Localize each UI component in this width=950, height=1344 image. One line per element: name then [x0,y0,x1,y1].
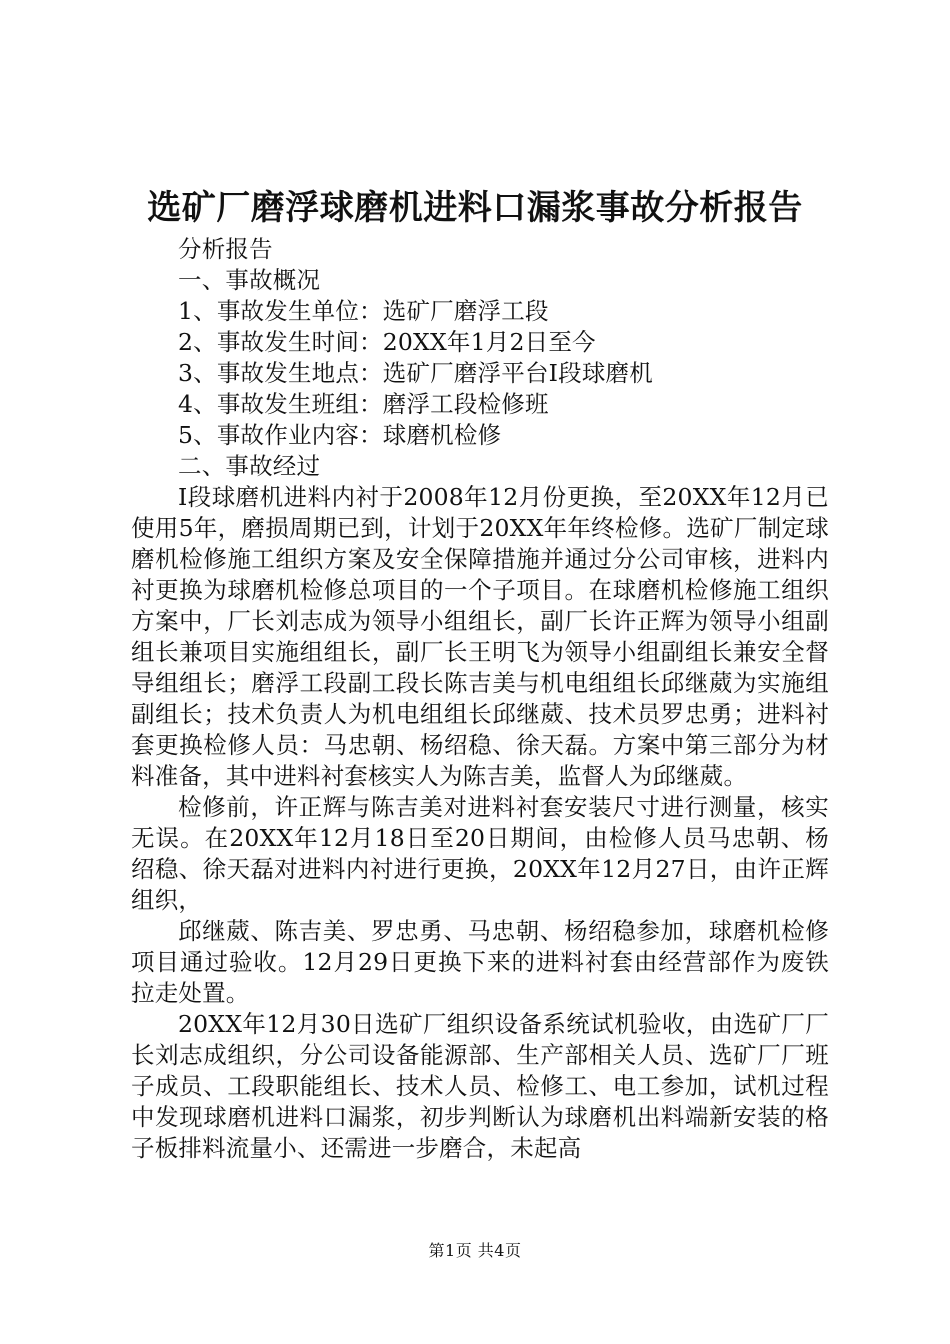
document-title: 选矿厂磨浮球磨机进料口漏浆事故分析报告 [147,188,803,228]
section-heading-process: 二、事故经过 [178,452,321,480]
overview-item-team: 4、事故发生班组：磨浮工段检修班 [178,390,549,418]
section-label: 分析报告 [178,235,273,263]
section-heading-overview: 一、事故概况 [178,266,321,294]
paragraph-background: Ⅰ段球磨机进料内衬于2008年12月份更换，至20XX年12月已使用5年，磨损周期已到，计划于20XX年年终检修。选矿厂制定球磨机检修施工组织方案及安全保障措施并通过分公司审核，进料内衬更换为球磨机检修总项目的一个子项目。在球磨机检修施工组织方案中，厂长刘志成为领导小组组长，副厂长许正辉为领导小组副组长兼项目实施组组长，副厂长王明飞为领导小组副组长兼安全督导组组长；磨浮工段副工段长陈吉美与机电组组长邱继葳为实施组副组长；技术负责人为机电组组长邱继葳、技术员罗忠勇；进料衬套更换检修人员：马忠朝、杨绍稳、徐天磊。方案中第三部分为材料准备，其中进料衬套核实人为陈吉美，监督人为邱继葳。 [131,483,829,790]
paragraph-acceptance: 邱继葳、陈吉美、罗忠勇、马忠朝、杨绍稳参加，球磨机检修项目通过验收。12月29日更换下来的进料衬套由经营部作为废铁拉走处置。 [131,917,829,1007]
overview-item-task: 5、事故作业内容：球磨机检修 [178,421,502,449]
paragraph-replacement: 检修前，许正辉与陈吉美对进料衬套安装尺寸进行测量，核实无误。在20XX年12月18日至20日期间，由检修人员马忠朝、杨绍稳、徐天磊对进料内衬进行更换，20XX年12月27日，由许正辉组织， [131,793,829,914]
document-body [131,234,829,1164]
page-footer: 第1页 共4页 [428,1241,522,1260]
overview-item-time: 2、事故发生时间：20XX年1月2日至今 [178,328,596,356]
overview-item-location: 3、事故发生地点：选矿厂磨浮平台Ⅰ段球磨机 [178,359,653,387]
overview-item-unit: 1、事故发生单位：选矿厂磨浮工段 [178,297,549,325]
paragraph-trial-run: 20XX年12月30日选矿厂组织设备系统试机验收，由选矿厂厂长刘志成组织，分公司设备能源部、生产部相关人员、选矿厂厂班子成员、工段职能组长、技术人员、检修工、电工参加，试机过程中发现球磨机进料口漏浆，初步判断认为球磨机出料端新安装的格子板排料流量小、还需进一步磨合，未起高 [131,1010,829,1162]
